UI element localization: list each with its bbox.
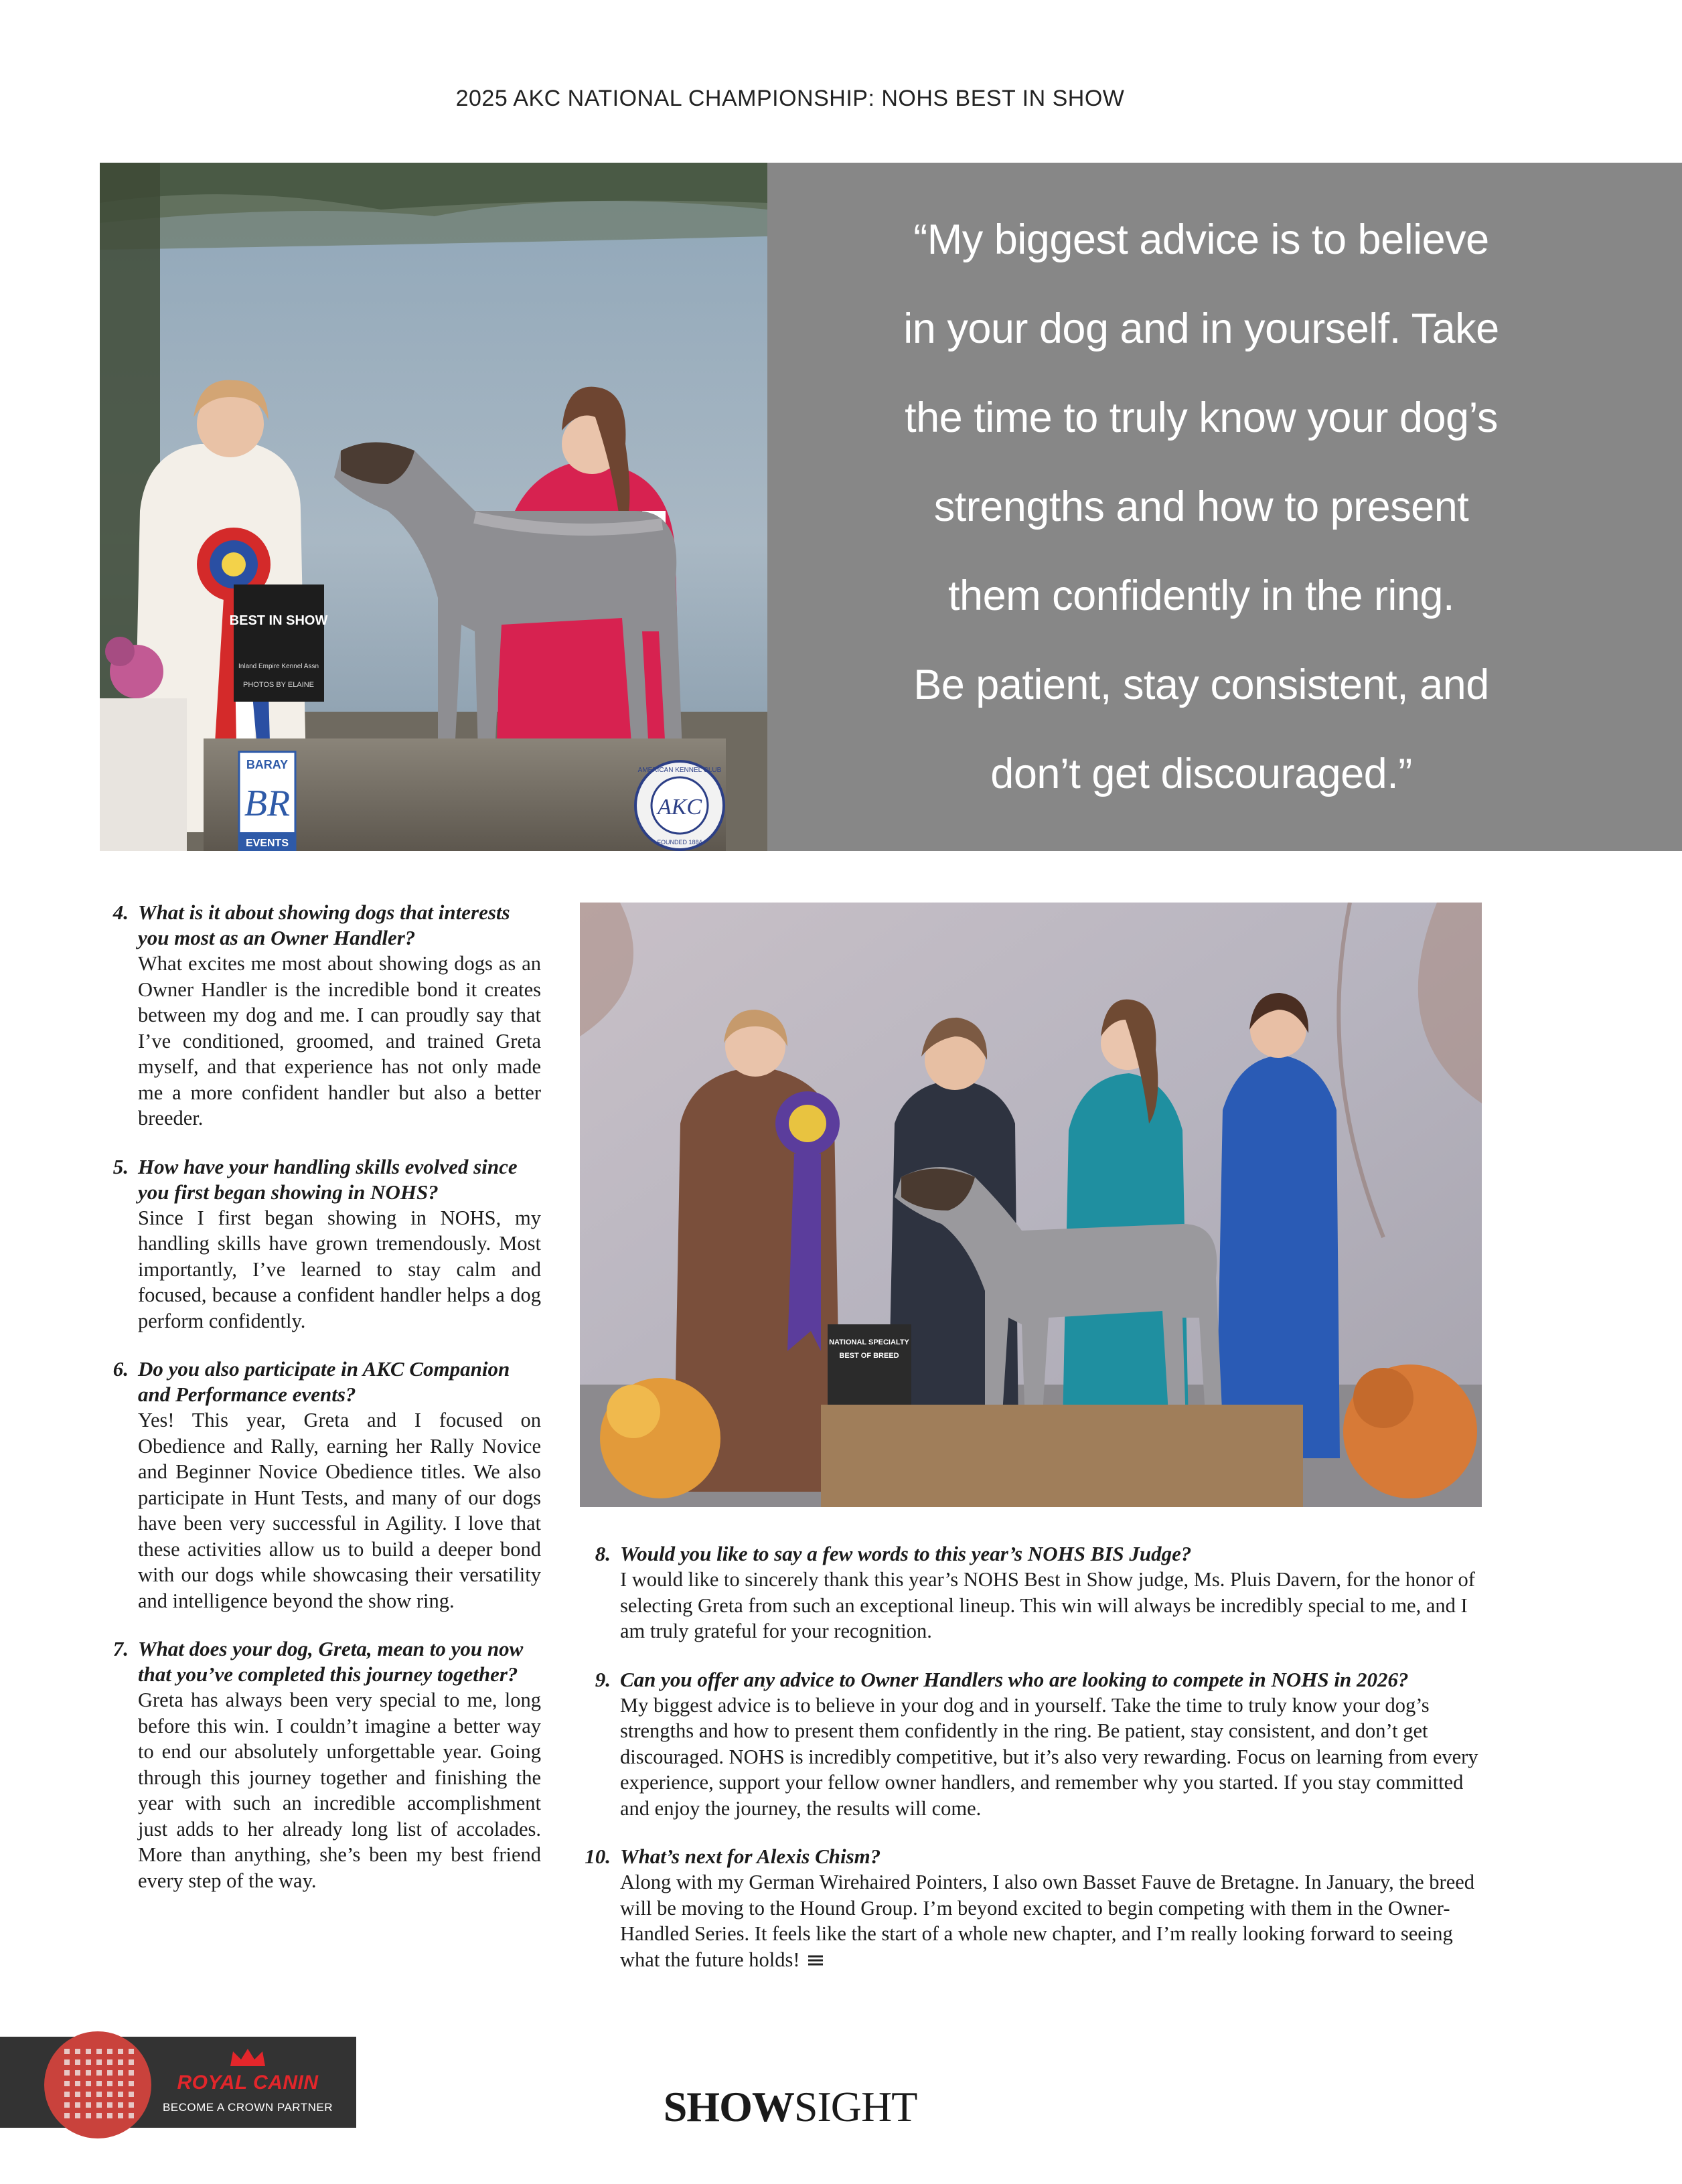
logo-bold: SHOW xyxy=(663,2083,794,2130)
crown-icon xyxy=(228,2046,268,2069)
question-text: Would you like to say a few words to this year’s NOHS BIS Judge? xyxy=(620,1542,1192,1565)
showsight-logo xyxy=(0,2082,1580,2132)
question-number: 10. xyxy=(585,1845,611,1868)
qa-item-5 xyxy=(100,1154,541,1334)
question-number: 5. xyxy=(112,1154,129,1178)
question-text: Do you also participate in AKC Companion and Performance events? xyxy=(138,1357,510,1406)
answer-text-content: Along with my German Wirehaired Pointers, I also own Basset Fauve de Bretagne. In January, the breed will be moving to the Hound Group. I’m beyond excited to begin competing with them in the Owner-Handled Series. It feels like the start of a whole new chapter, and I’m really looking forward to seeing what the future holds! xyxy=(620,1871,1475,1971)
sign-line-2: BEST OF BREED xyxy=(839,1352,899,1360)
quote-line: “My biggest advice is to believe xyxy=(913,216,1489,263)
seal-year-text: FOUNDED 1884 xyxy=(657,839,702,846)
answer-text: I would like to sincerely thank this year’s NOHS Best in Show judge, Ms. Pluis Davern, for the honor of selecting Greta from such an exceptional lineup. This win will always be incredibly special to me, and I am truly grateful for your recognition. xyxy=(620,1568,1475,1642)
ad-tagline: BECOME A CROWN PARTNER xyxy=(162,2101,333,2114)
ad-brand: ROYAL CANIN xyxy=(177,2072,319,2094)
qa-item-6 xyxy=(100,1356,541,1614)
answer-text: Since I first began showing in NOHS, my handling skills have grown tremendously. Most importantly, I’ve learned to stay calm and focused, because a confident handler helps a dog perform confidently. xyxy=(138,1206,541,1332)
best-in-show-photo xyxy=(100,163,767,851)
question-text: What’s next for Alexis Chism? xyxy=(620,1845,881,1868)
right-column xyxy=(580,1541,1484,1995)
sponsor-top: BARAY xyxy=(246,758,289,771)
question-number: 4. xyxy=(112,901,129,924)
quote-line: strengths and how to present xyxy=(933,483,1469,530)
quote-line: don’t get discouraged.” xyxy=(990,750,1412,797)
pull-quote-panel xyxy=(767,163,1682,851)
qa-item-9 xyxy=(580,1667,1484,1822)
question-text: Can you offer any advice to Owner Handlers who are looking to compete in NOHS in 2026? xyxy=(620,1667,1409,1691)
sign-best-in-show: BEST IN SHOW xyxy=(229,613,328,628)
qa-item-7 xyxy=(100,1636,541,1893)
question-number: 6. xyxy=(112,1357,129,1381)
answer-text: Yes! This year, Greta and I focused on Obedience and Rally, earning her Rally Novice and Beginner Novice Obedience titles. We also participate in Hunt Tests, and many of our dogs have been very successful in Agility. I love that these activities allow us to build a deeper bond with our dogs while showcasing their versatility and intelligence beyond the show ring. xyxy=(138,1409,541,1612)
question-number: 7. xyxy=(112,1637,129,1660)
question-number: 8. xyxy=(595,1542,611,1565)
qa-item-10 xyxy=(580,1844,1484,1972)
best-of-breed-photo xyxy=(580,903,1482,1507)
page-header: 2025 AKC NATIONAL CHAMPIONSHIP: NOHS BEST IN SHOW xyxy=(455,86,1125,111)
quote-line: in your dog and in yourself. Take xyxy=(903,305,1499,352)
seal-center-text: AKC xyxy=(657,795,702,820)
quote-line: Be patient, stay consistent, and xyxy=(913,661,1489,708)
sign-club-name: Inland Empire Kennel Assn xyxy=(238,663,319,670)
answer-text xyxy=(620,1869,1484,1972)
answer-text: What excites me most about showing dogs as an Owner Handler is the incredible bond it creates between my dog and me. I can proudly say that I’ve conditioned, groomed, and trained Greta myself, and that experience has not only made me a more confident handler but also a better breeder. xyxy=(138,952,541,1129)
answer-text: My biggest advice is to believe in your dog and in yourself. Take the time to truly know your dog’s strengths and how to present them confidently in the ring. Be patient, stay consistent, and don’t get discouraged. NOHS is incredibly competitive, but it’s also very rewarding. Focus on learning from every experience, support your fellow owner handlers, and remember why you started. If you stay committed and enjoy the journey, the results will come. xyxy=(620,1693,1478,1820)
quote-line: them confidently in the ring. xyxy=(948,572,1454,619)
question-number: 9. xyxy=(595,1667,611,1691)
qa-item-4 xyxy=(100,900,541,1132)
end-mark-icon xyxy=(806,1952,826,1968)
sponsor-bottom: EVENTS xyxy=(245,838,289,849)
question-text: What does your dog, Greta, mean to you now that you’ve completed this journey together? xyxy=(138,1637,524,1686)
answer-text: Greta has always been very special to me, long before this win. I couldn’t imagine a better way to end our absolutely unforgettable year. Going through this journey together and finishing the year with such an incredible accomplishment just adds to her already long list of accolades. More than anything, she’s been my best friend every step of the way. xyxy=(138,1689,541,1892)
question-text: How have your handling skills evolved since you first began showing in NOHS? xyxy=(138,1154,518,1204)
seal-outer-text: AMERICAN KENNEL CLUB xyxy=(637,767,722,774)
pull-quote xyxy=(826,196,1576,819)
photo-credit: PHOTOS BY ELAINE xyxy=(243,681,314,689)
question-text: What is it about showing dogs that interests you most as an Owner Handler? xyxy=(138,901,510,949)
sign-line-1: NATIONAL SPECIALTY xyxy=(829,1338,909,1346)
left-column xyxy=(100,900,541,1916)
qa-item-8 xyxy=(580,1541,1484,1644)
quote-line: the time to truly know your dog’s xyxy=(905,394,1498,441)
logo-light: SIGHT xyxy=(793,2083,917,2130)
sponsor-mark: BR xyxy=(244,783,291,824)
